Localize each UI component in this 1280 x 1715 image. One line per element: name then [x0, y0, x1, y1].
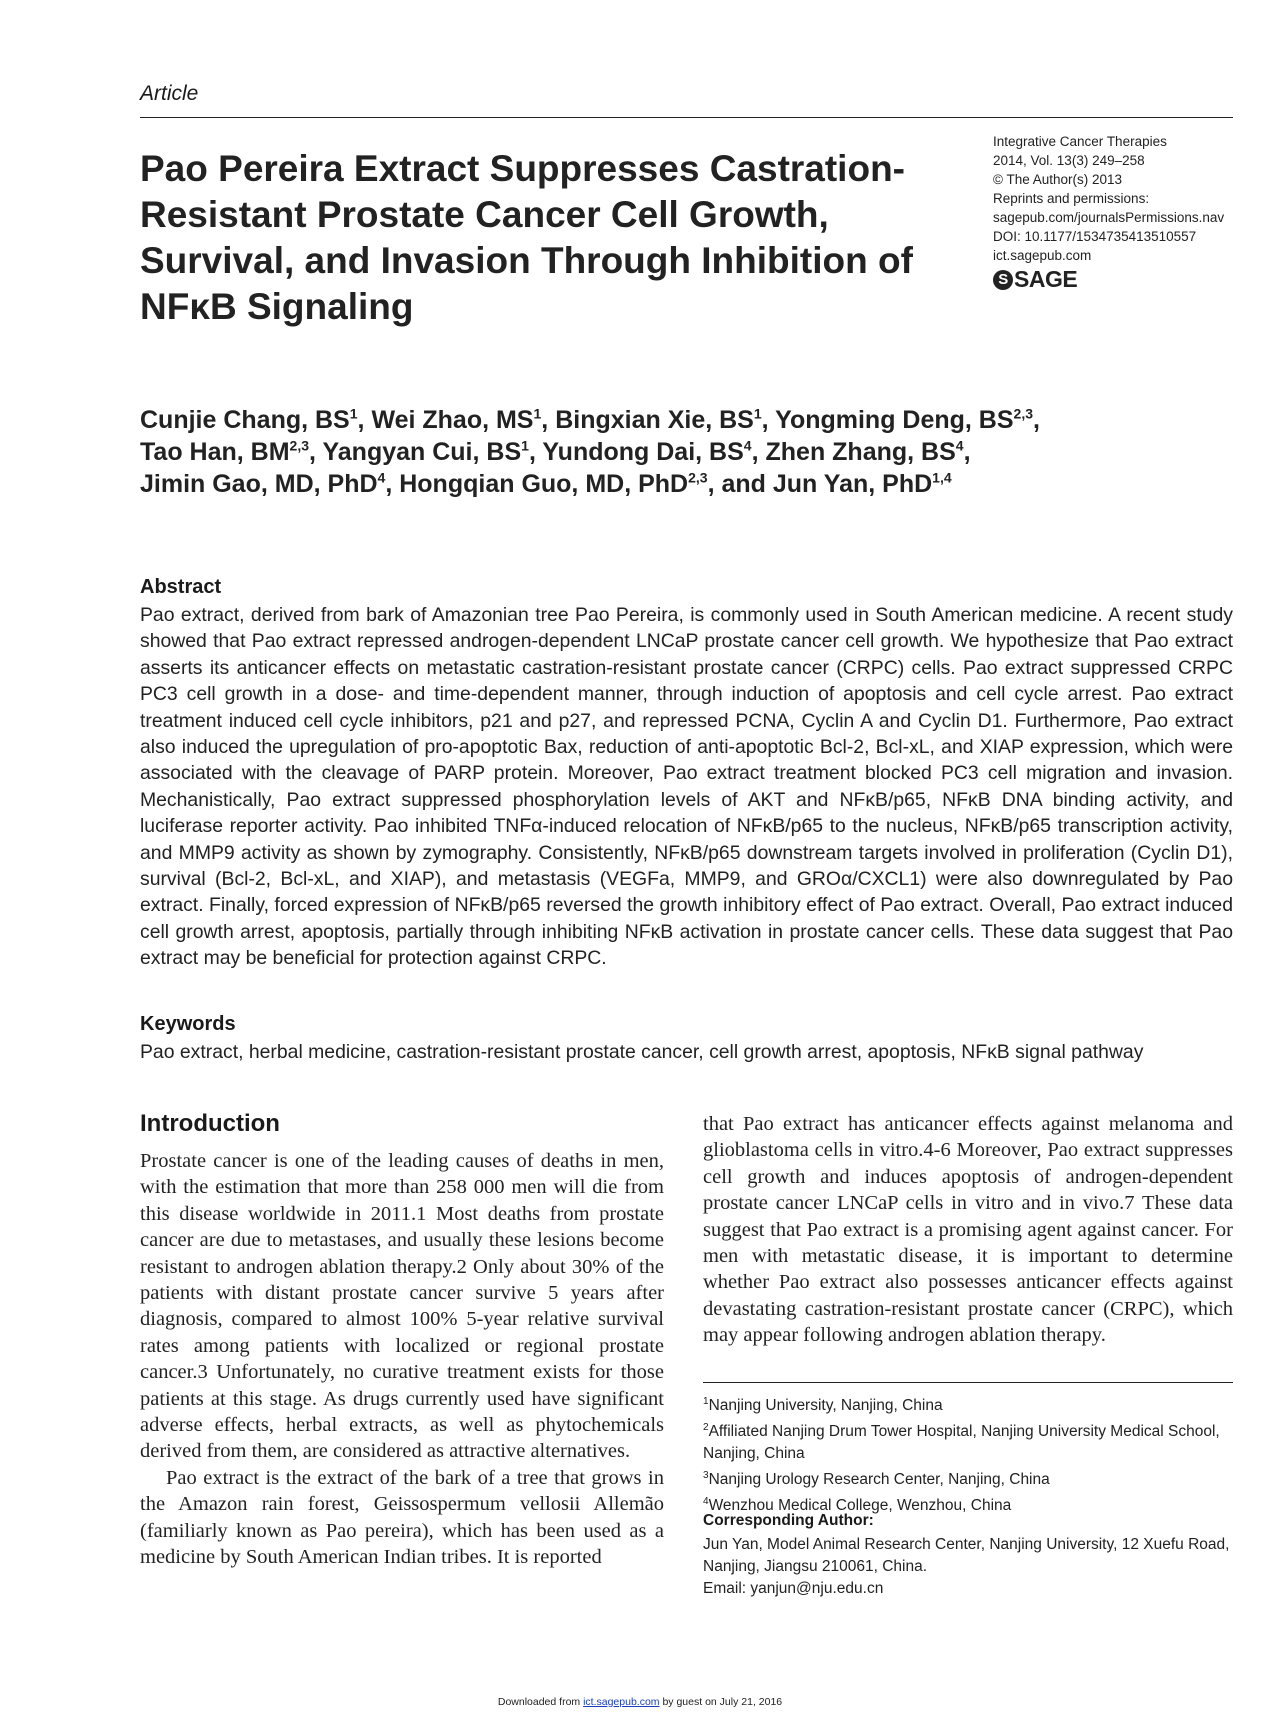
intro-paragraph: Pao extract is the extract of the bark of a tree that grows in the Amazon rain forest, Geissospermum vellosii Allemão (familiarly known as Pao pereira), which has been used as a medicine by South American Indian tribes. It is reported	[140, 1466, 664, 1569]
doi[interactable]: DOI: 10.1177/1534735413510557	[993, 229, 1197, 244]
introduction-right-column	[703, 1111, 1233, 1349]
corresponding-author-address: Jun Yan, Model Animal Research Center, Nanjing University, 12 Xuefu Road, Nanjing, Jiangsu 210061, China.	[703, 1536, 1230, 1575]
footer-suffix: by guest on July 21, 2016	[659, 1696, 783, 1708]
author-affiliation: 4	[377, 469, 386, 486]
affiliation-text: Nanjing University, Nanjing, China	[708, 1397, 943, 1415]
sage-logo-text: SAGE	[1014, 266, 1078, 292]
affiliation-text: Nanjing Urology Research Center, Nanjing, China	[708, 1471, 1050, 1489]
journal-name: Integrative Cancer Therapies	[993, 134, 1167, 149]
author-affiliation: 2,3	[289, 437, 310, 454]
header-rule	[140, 117, 1233, 118]
author-affiliation: 1,4	[932, 469, 952, 486]
abstract-text: Pao extract, derived from bark of Amazonian tree Pao Pereira, is commonly used in South American medicine. A recent study showed that Pao extract repressed androgen-dependent LNCaP prostate cancer cell growth. We hypothesize that Pao extract asserts its anticancer effects on metastatic castration-resistant prostate cancer (CRPC) cells. Pao extract suppressed CRPC PC3 cell growth in a dose- and time-dependent manner, through induction of apoptosis and cell cycle arrest. Pao extract treatment induced cell cycle inhibitors, p21 and p27, and repressed PCNA, Cyclin A and Cyclin D1. Furthermore, Pao extract also induced the upregulation of pro-apoptotic Bax, reduction of anti-apoptotic Bcl-2, Bcl-xL, and XIAP expression, which were associated with the cleavage of PARP protein. Moreover, Pao extract treatment blocked PC3 cell migration and invasion. Mechanistically, Pao extract suppressed phosphorylation levels of AKT and NFκB/p65, NFκB DNA binding activity, and luciferase reporter activity. Pao inhibited TNFα-induced relocation of NFκB/p65 to the nucleus, NFκB/p65 transcription activity, and MMP9 activity as shown by zymography. Consistently, NFκB/p65 downstream targets involved in proliferation (Cyclin D1), survival (Bcl-2, Bcl-xL, and XIAP), and metastasis (VEGFa, MMP9, and GROα/CXCL1) were also downregulated by Pao extract. Finally, forced expression of NFκB/p65 reversed the growth inhibitory effect of Pao extract. Overall, Pao extract induced cell growth arrest, apoptosis, partially through inhibiting NFκB activation in prostate cancer cells. These data suggest that Pao extract may be beneficial for protection against CRPC.	[140, 604, 1233, 970]
footer-link[interactable]: ict.sagepub.com	[583, 1696, 660, 1708]
keywords-heading: Keywords	[140, 1013, 236, 1035]
reprints-label: Reprints and permissions:	[993, 191, 1150, 206]
author-name: Bingxian Xie, BS	[555, 406, 754, 434]
corresponding-author-heading: Corresponding Author:	[703, 1512, 874, 1529]
article-label: Article	[140, 82, 199, 105]
footnote-rule	[703, 1382, 1233, 1383]
copyright: © The Author(s) 2013	[993, 172, 1123, 187]
author-affiliation: 1	[753, 405, 762, 422]
affiliation-text: Wenzhou Medical College, Wenzhou, China	[708, 1497, 1012, 1515]
author-name: and Jun Yan, PhD	[721, 470, 933, 498]
author-name: Hongqian Guo, MD, PhD	[399, 470, 689, 498]
affiliation-item	[703, 1465, 1233, 1491]
intro-paragraph: Prostate cancer is one of the leading causes of deaths in men, with the estimation that more than 258 000 men will die from this disease worldwide in 2011.1 Most deaths from prostate cancer are due to metastases, and usually these lesions become resistant to androgen ablation therapy.2 Only about 30% of the patients with distant prostate cancer survive 5 years after diagnosis, compared to almost 100% 5-year relative survival rates among patients with localized or regional prostate cancer.3 Unfortunately, no curative treatment exists for those patients at this stage. As drugs currently used have significant adverse effects, herbal extracts, as well as phytochemicals derived from them, are considered as attractive alternatives.	[140, 1150, 664, 1463]
introduction-heading: Introduction	[140, 1110, 280, 1137]
footer-prefix: Downloaded from	[497, 1696, 584, 1708]
author-name: Zhen Zhang, BS	[765, 438, 956, 466]
author-affiliation: 1	[349, 405, 358, 422]
author-name: Yongming Deng, BS	[775, 406, 1014, 434]
paper-title: Pao Pereira Extract Suppresses Castration-Resistant Prostate Cancer Cell Growth, Survival, and Invasion Through Inhibition of NFκB Signaling	[140, 148, 913, 327]
author-affiliation: 1	[521, 437, 529, 454]
keywords-text: Pao extract, herbal medicine, castration-resistant prostate cancer, cell growth arrest, apoptosis, NFκB signal pathway	[140, 1041, 1144, 1063]
affiliation-text: Affiliated Nanjing Drum Tower Hospital, Nanjing University Medical School, Nanjing, China	[703, 1423, 1220, 1463]
author-name: Yangyan Cui, BS	[322, 438, 522, 466]
author-affiliation: 1	[533, 405, 542, 422]
author-name: Wei Zhao, MS	[371, 406, 534, 434]
author-name: Cunjie Chang, BS	[140, 406, 350, 434]
permissions-link[interactable]: sagepub.com/journalsPermissions.nav	[993, 210, 1225, 225]
author-affiliation: 4	[743, 437, 752, 454]
affiliation-number: 4	[703, 1496, 709, 1508]
affiliation-number: 1	[703, 1396, 709, 1407]
affiliations	[703, 1391, 1233, 1518]
author-list: Cunjie Chang, $BS^1$, Wei Zhao, $MS^1$, Bingxian Xie, $BS^1$, Yongming Deng, BS$^{2,3}$, Tao Han, BM$^{2,3}$, Yangyan Cui, $BS^1$, Yundong Dai, $BS^4$, Zhen Zhang, $BS^4$, Jimin Gao, MD, PhD$^4$, Hongqian Guo, MD, PhD$^{2,3}$, and Jun Yan, PhD$^{1,4}$	[140, 405, 1040, 498]
author-name: Tao Han, BM	[140, 438, 290, 466]
author-name: Jimin Gao, MD, PhD	[140, 470, 378, 498]
author-affiliation: 2,3	[1013, 405, 1034, 422]
download-footer	[0, 1696, 1280, 1708]
journal-info	[993, 132, 1243, 265]
corresponding-author-details	[703, 1534, 1233, 1600]
affiliation-number: 2	[703, 1422, 709, 1434]
affiliation-item	[703, 1417, 1233, 1465]
corresponding-author-email[interactable]: Email: yanjun@nju.edu.cn	[703, 1580, 884, 1597]
affiliation-item	[703, 1391, 1233, 1417]
journal-site-link[interactable]: ict.sagepub.com	[993, 248, 1092, 263]
journal-volume: 2014, Vol. 13(3) 249–258	[993, 153, 1145, 168]
sage-logo	[993, 266, 1077, 293]
affiliation-number: 3	[703, 1470, 709, 1482]
author-affiliation: 2,3	[688, 469, 708, 486]
sage-s-icon: S	[993, 270, 1013, 290]
author-affiliation: 4	[955, 437, 964, 454]
author-name: Yundong Dai, BS	[542, 438, 744, 466]
abstract-heading: Abstract	[140, 576, 222, 598]
introduction-left-column	[140, 1148, 664, 1571]
intro-paragraph: that Pao extract has anticancer effects against melanoma and glioblastoma cells in vitro.4-6 Moreover, Pao extract suppresses cell growth and induces apoptosis of androgen-dependent prostate cancer LNCaP cells in vitro and in vivo.7 These data suggest that Pao extract is a promising agent against cancer. For men with metastatic disease, it is important to determine whether Pao extract also possesses anticancer effects against devastating castration-resistant prostate cancer (CRPC), which may appear following androgen ablation therapy.	[703, 1113, 1233, 1347]
